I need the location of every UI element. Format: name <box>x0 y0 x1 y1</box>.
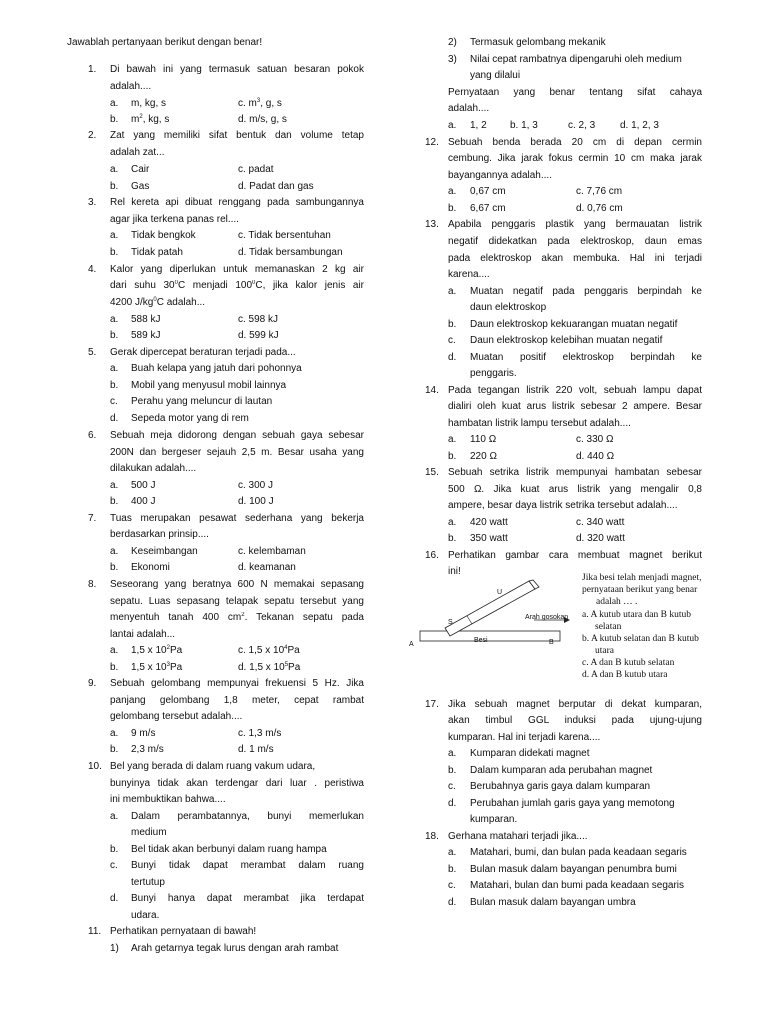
q1-text: Di bawah ini yang termasuk satuan besaran pokok <box>110 64 364 75</box>
q10-text-2: bunyinya tidak akan terdengar dari luar . peristiwa <box>110 778 364 789</box>
q12-opt-b-letter: b. <box>448 203 457 214</box>
q5-opt-c: Perahu yang meluncur di lautan <box>131 396 273 407</box>
q13-opt-a: Muatan negatif pada penggaris berpindah ke <box>470 286 702 297</box>
q16-opt-b-2: utara <box>595 646 614 656</box>
q8-opt-c: c. 1,5 x $10^4Pa$ <box>238 645 300 656</box>
q17-opt-c: Berubahnya garis gaya dalam kumparan <box>470 781 651 792</box>
q10-opt-d-letter: d. <box>110 893 119 904</box>
q7-opt-b-letter: b. <box>110 562 119 573</box>
q8-text-3: menyentuh tanah 400 $cm^2$. Tekanan sepatu pada <box>110 612 364 623</box>
q6-text-3: dilakukan adalah.... <box>110 463 197 474</box>
q18-opt-a-letter: a. <box>448 847 457 858</box>
q1-opt-b-letter: b. <box>110 114 119 125</box>
q16-opt-b: b. A kutub selatan dan B kutub <box>582 634 699 644</box>
q11-stmt-3-number: 3) <box>448 54 457 65</box>
stroke-direction-label: Arah gosokan <box>525 614 569 621</box>
q17-opt-d: Perubahan jumlah garis gaya yang memotong <box>470 798 675 809</box>
q1-opt-c: c. $m^3$, g, s <box>238 98 282 109</box>
q16-prompt-2: pernyataan berikut yang benar <box>582 585 698 595</box>
q5-opt-a-letter: a. <box>110 363 119 374</box>
q15-opt-a: 420 watt <box>470 517 508 528</box>
q1-opt-a: m, kg, s <box>131 98 167 109</box>
q13-number: 13. <box>425 219 439 230</box>
q17-opt-d-letter: d. <box>448 798 457 809</box>
q5-opt-b: Mobil yang menyusul mobil lainnya <box>131 380 287 391</box>
q5-opt-d: Sepeda motor yang di rem <box>131 413 249 424</box>
q9-text-2: panjang gelombang 1,8 meter, cepat rambat <box>110 695 364 706</box>
q13-opt-d: Muatan positif elektroskop berpindah ke <box>470 352 702 363</box>
q8-opt-b-letter: b. <box>110 662 119 673</box>
q6-opt-a: 500 J <box>131 480 156 491</box>
q11-number: 11. <box>88 926 102 937</box>
q5-text: Gerak dipercepat beraturan terjadi pada... <box>110 347 296 358</box>
q16-text-2: ini! <box>448 566 461 577</box>
q14-number: 14. <box>425 385 439 396</box>
q3-text: Rel kereta api dibuat renggang pada sambungannya <box>110 197 364 208</box>
q15-opt-b-letter: b. <box>448 533 457 544</box>
q3-opt-b: Tidak patah <box>131 247 183 258</box>
q13-text: Apabila penggaris plastik yang bermauatan listrik <box>448 219 702 230</box>
q9-opt-b: 2,3 m/s <box>131 744 164 755</box>
q6-opt-c: c. 300 J <box>238 480 274 491</box>
q2-opt-b: Gas <box>131 181 150 192</box>
q17-text: Jika sebuah magnet berputar di dekat kumparan, <box>448 699 702 710</box>
q17-text-2: akan timbul GGL induksi pada ujung-ujung <box>448 715 702 726</box>
q14-text: Pada tegangan listrik 220 volt, sebuah lampu dapat <box>448 385 702 396</box>
q11-stmt-1-number: 1) <box>110 943 119 954</box>
q12-opt-a-letter: a. <box>448 186 457 197</box>
q18-opt-b-letter: b. <box>448 864 457 875</box>
q8-number: 8. <box>88 579 97 590</box>
q6-text: Sebuah meja didorong dengan sebuah gaya sebesar <box>110 430 364 441</box>
q8-opt-a: 1,5 x $10^2Pa$ <box>131 645 183 656</box>
iron-label: Besi <box>474 637 488 644</box>
q18-opt-a: Matahari, bumi, dan bulan pada keadaan segaris <box>470 847 687 858</box>
q8-text: Seseorang yang beratnya 600 N memakai sepasang <box>110 579 364 590</box>
q15-number: 15. <box>425 467 439 478</box>
q14-opt-a-letter: a. <box>448 434 457 445</box>
q10-opt-b: Bel tidak akan berbunyi dalam ruang hampa <box>131 844 327 855</box>
q15-text: Sebuah setrika listrik mempunyai hambatan sebesar <box>448 467 702 478</box>
q1-opt-b: $m^2$, kg, s <box>131 114 170 125</box>
q18-opt-d: Bulan masuk dalam bayangan umbra <box>470 897 636 908</box>
q7-text-2: berdasarkan prinsip.... <box>110 529 209 540</box>
q14-opt-a: 110 Ω <box>470 434 497 445</box>
q18-opt-c-letter: c. <box>448 880 456 891</box>
q10-text: Bel yang berada di dalam ruang vakum udara, <box>110 761 316 772</box>
q13-text-3: pada elektroskop akan membuka. Hal ini terjadi <box>448 253 702 264</box>
q17-opt-b: Dalam kumparan ada perubahan magnet <box>470 765 653 776</box>
q6-opt-b: 400 J <box>131 496 156 507</box>
q9-opt-a-letter: a. <box>110 728 119 739</box>
q1-opt-d: d. m/s, g, s <box>238 114 287 125</box>
q8-opt-b: 1,5 x $10^3Pa$ <box>131 662 183 673</box>
q6-opt-d: d. 100 J <box>238 496 274 507</box>
q3-number: 3. <box>88 197 97 208</box>
q11-opt-c: c. 2, 3 <box>568 120 596 131</box>
q15-opt-c: c. 340 watt <box>576 517 625 528</box>
q17-number: 17. <box>425 699 439 710</box>
q11-stmt-2-number: 2) <box>448 37 457 48</box>
q17-opt-a-letter: a. <box>448 748 457 759</box>
q11-opt-a: 1, 2 <box>470 120 487 131</box>
q15-opt-a-letter: a. <box>448 517 457 528</box>
q8-text-2: sepatu. Luas sepasang telapak sepatu tersebut yang <box>110 596 364 607</box>
q12-opt-a: 0,67 cm <box>470 186 506 197</box>
q2-opt-b-letter: b. <box>110 181 119 192</box>
q10-opt-b-letter: b. <box>110 844 119 855</box>
q3-opt-c: c. Tidak bersentuhan <box>238 230 331 241</box>
q4-opt-a: 588 kJ <box>131 314 161 325</box>
q18-opt-b: Bulan masuk dalam bayangan penumbra bumi <box>470 864 677 875</box>
q2-opt-d: d. Padat dan gas <box>238 181 314 192</box>
q10-opt-c: Bunyi tidak dapat merambat dalam ruang <box>131 860 364 871</box>
q12-text: Sebuah benda berada 20 cm di depan cermin <box>448 137 702 148</box>
q4-text-3: 4200 $J/kg^0C$ adalah... <box>110 297 206 308</box>
magnet-label-s: S <box>448 619 453 626</box>
q4-opt-b-letter: b. <box>110 330 119 341</box>
q17-text-3: kumparan. Hal ini terjadi karena.... <box>448 732 601 743</box>
q2-text-2: adalah zat... <box>110 147 165 158</box>
q12-text-2: cembung. Jika jarak fokus cermin 10 cm maka jarak <box>448 153 702 164</box>
q7-text: Tuas merupakan pesawat sederhana yang bekerja <box>110 513 364 524</box>
q16-prompt: Jika besi telah menjadi magnet, <box>582 573 702 583</box>
q7-opt-b: Ekonomi <box>131 562 170 573</box>
q5-opt-b-letter: b. <box>110 380 119 391</box>
q12-opt-d: d. 0,76 cm <box>576 203 623 214</box>
q17-opt-c-letter: c. <box>448 781 456 792</box>
q10-opt-d: Bunyi hanya dapat merambat jika terdapat <box>131 893 364 904</box>
q17-opt-a: Kumparan didekati magnet <box>470 748 590 759</box>
q18-number: 18. <box>425 831 439 842</box>
q13-opt-c-letter: c. <box>448 335 456 346</box>
q6-opt-a-letter: a. <box>110 480 119 491</box>
q13-text-4: karena.... <box>448 269 490 280</box>
q11-opt-b: b. 1, 3 <box>510 120 538 131</box>
q13-opt-a-letter: a. <box>448 286 457 297</box>
q13-opt-a-2: daun elektroskop <box>470 302 547 313</box>
q4-number: 4. <box>88 264 97 275</box>
q4-opt-d: d. 599 kJ <box>238 330 279 341</box>
q8-opt-a-letter: a. <box>110 645 119 656</box>
q16-text: Perhatikan gambar cara membuat magnet berikut <box>448 550 702 561</box>
q13-opt-b-letter: b. <box>448 319 457 330</box>
q3-text-2: agar jika terkena panas rel.... <box>110 214 239 225</box>
q11-text: Perhatikan pernyataan di bawah! <box>110 926 257 937</box>
q5-opt-c-letter: c. <box>110 396 118 407</box>
q16-number: 16. <box>425 550 439 561</box>
q11-stmt-3-2: yang dilalui <box>470 70 521 81</box>
q14-text-3: hambatan listrik lampu tersebut adalah.... <box>448 418 631 429</box>
q15-text-2: 500 Ω. Jika kuat arus listrik yang mengalir 0,8 <box>448 484 702 495</box>
q7-number: 7. <box>88 513 97 524</box>
q11-opt-a-letter: a. <box>448 120 457 131</box>
q3-opt-a-letter: a. <box>110 230 119 241</box>
iron-label-a: A <box>409 641 414 648</box>
q17-opt-d-2: kumparan. <box>470 814 518 825</box>
bar-magnet <box>445 581 535 636</box>
q10-opt-a-2: medium <box>131 827 167 838</box>
q10-text-3: ini membuktikan bahwa.... <box>110 794 226 805</box>
q11-stmt-1: Arah getarnya tegak lurus dengan arah rambat <box>131 943 339 954</box>
q12-opt-b: 6,67 cm <box>470 203 506 214</box>
q5-number: 5. <box>88 347 97 358</box>
q4-opt-a-letter: a. <box>110 314 119 325</box>
q5-opt-d-letter: d. <box>110 413 119 424</box>
q7-opt-a-letter: a. <box>110 546 119 557</box>
q4-opt-c: c. 598 kJ <box>238 314 279 325</box>
q2-number: 2. <box>88 130 97 141</box>
q14-text-2: dialiri oleh kuat arus listrik sebesar 2 ampere. Besar <box>448 401 702 412</box>
q18-opt-c: Matahari, bulan dan bumi pada keadaan segaris <box>470 880 685 891</box>
q2-text: Zat yang memiliki sifat bentuk dan volume tetap <box>110 130 364 141</box>
q1-number: 1. <box>88 64 97 75</box>
q7-opt-d: d. keamanan <box>238 562 296 573</box>
q13-opt-c: Daun elektroskop kelebihan muatan negatif <box>470 335 663 346</box>
q10-opt-a: Dalam perambatannya, bunyi memerlukan <box>131 811 364 822</box>
q4-text: Kalor yang diperlukan untuk memanaskan 2 kg air <box>110 264 364 275</box>
q9-opt-d: d. 1 m/s <box>238 744 274 755</box>
q9-opt-a: 9 m/s <box>131 728 156 739</box>
q16-prompt-3: adalah … . <box>596 597 638 607</box>
q7-opt-c: c. kelembaman <box>238 546 306 557</box>
q2-opt-a: Cair <box>131 164 150 175</box>
instruction: Jawablah pertanyaan berikut dengan benar! <box>67 37 263 48</box>
q2-opt-c: c. padat <box>238 164 274 175</box>
q12-text-3: bayangannya adalah.... <box>448 170 552 181</box>
q9-text-3: gelombang tersebut adalah.... <box>110 711 243 722</box>
q6-opt-b-letter: b. <box>110 496 119 507</box>
q11-opt-d: d. 1, 2, 3 <box>620 120 659 131</box>
q11-stmt-3: Nilai cepat rambatnya dipengaruhi oleh medium <box>470 54 682 65</box>
q13-opt-b: Daun elektroskop kekuarangan muatan negatif <box>470 319 678 330</box>
q3-opt-b-letter: b. <box>110 247 119 258</box>
q1-text-2: adalah.... <box>110 81 152 92</box>
q5-opt-a: Buah kelapa yang jatuh dari pohonnya <box>131 363 302 374</box>
q4-text-2: dari suhu $30^0C$ menjadi $100^0C$, jika kalor jenis air <box>110 280 364 291</box>
q9-opt-b-letter: b. <box>110 744 119 755</box>
q13-text-2: negatif didekatkan pada elektroskop, daun emas <box>448 236 702 247</box>
q8-text-4: lantai adalah... <box>110 629 176 640</box>
q18-text: Gerhana matahari terjadi jika.... <box>448 831 588 842</box>
iron-label-b: B <box>549 639 554 646</box>
q12-number: 12. <box>425 137 439 148</box>
q17-opt-b-letter: b. <box>448 765 457 776</box>
q3-opt-d: d. Tidak bersambungan <box>238 247 343 258</box>
q8-opt-d: d. 1,5 x $10^5Pa$ <box>238 662 301 673</box>
q10-opt-c-letter: c. <box>110 860 118 871</box>
q10-opt-c-2: tertutup <box>131 877 165 888</box>
q11-prompt-2: adalah.... <box>448 103 490 114</box>
q14-opt-c: c. 330 Ω <box>576 434 614 445</box>
q10-number: 10. <box>88 761 102 772</box>
q11-stmt-2: Termasuk gelombang mekanik <box>470 37 606 48</box>
magnet-label-u: U <box>497 589 503 596</box>
q4-opt-b: 589 kJ <box>131 330 161 341</box>
q14-opt-b-letter: b. <box>448 451 457 462</box>
q14-opt-b: 220 Ω <box>470 451 497 462</box>
q16-opt-a: a. A kutub utara dan B kutub <box>582 610 691 620</box>
q15-text-3: ampere, besar daya listrik setrika tersebut adalah.... <box>448 500 678 511</box>
q13-opt-d-2: penggaris. <box>470 368 517 379</box>
q18-opt-d-letter: d. <box>448 897 457 908</box>
q16-opt-d: d. A dan B kutub utara <box>582 670 668 680</box>
q9-number: 9. <box>88 678 97 689</box>
q6-number: 6. <box>88 430 97 441</box>
q7-opt-a: Keseimbangan <box>131 546 198 557</box>
q3-opt-a: Tidak bengkok <box>131 230 196 241</box>
q12-opt-c: c. 7,76 cm <box>576 186 623 197</box>
q15-opt-b: 350 watt <box>470 533 508 544</box>
q13-opt-d-letter: d. <box>448 352 457 363</box>
q1-opt-a-letter: a. <box>110 98 119 109</box>
q16-opt-a-2: selatan <box>595 622 622 632</box>
q2-opt-a-letter: a. <box>110 164 119 175</box>
q6-text-2: 200N dan bergeser sejauh 2,5 m. Besar usaha yang <box>110 447 364 458</box>
q9-text: Sebuah gelombang mempunyai frekuensi 5 Hz. Jika <box>110 678 364 689</box>
q11-prompt: Pernyataan yang benar tentang sifat cahaya <box>448 87 702 98</box>
iron-bar <box>420 631 560 641</box>
q14-opt-d: d. 440 Ω <box>576 451 615 462</box>
q10-opt-d-2: udara. <box>131 910 160 921</box>
q15-opt-d: d. 320 watt <box>576 533 625 544</box>
q16-opt-c: c. A dan B kutub selatan <box>582 658 675 668</box>
q10-opt-a-letter: a. <box>110 811 119 822</box>
q9-opt-c: c. 1,3 m/s <box>238 728 282 739</box>
